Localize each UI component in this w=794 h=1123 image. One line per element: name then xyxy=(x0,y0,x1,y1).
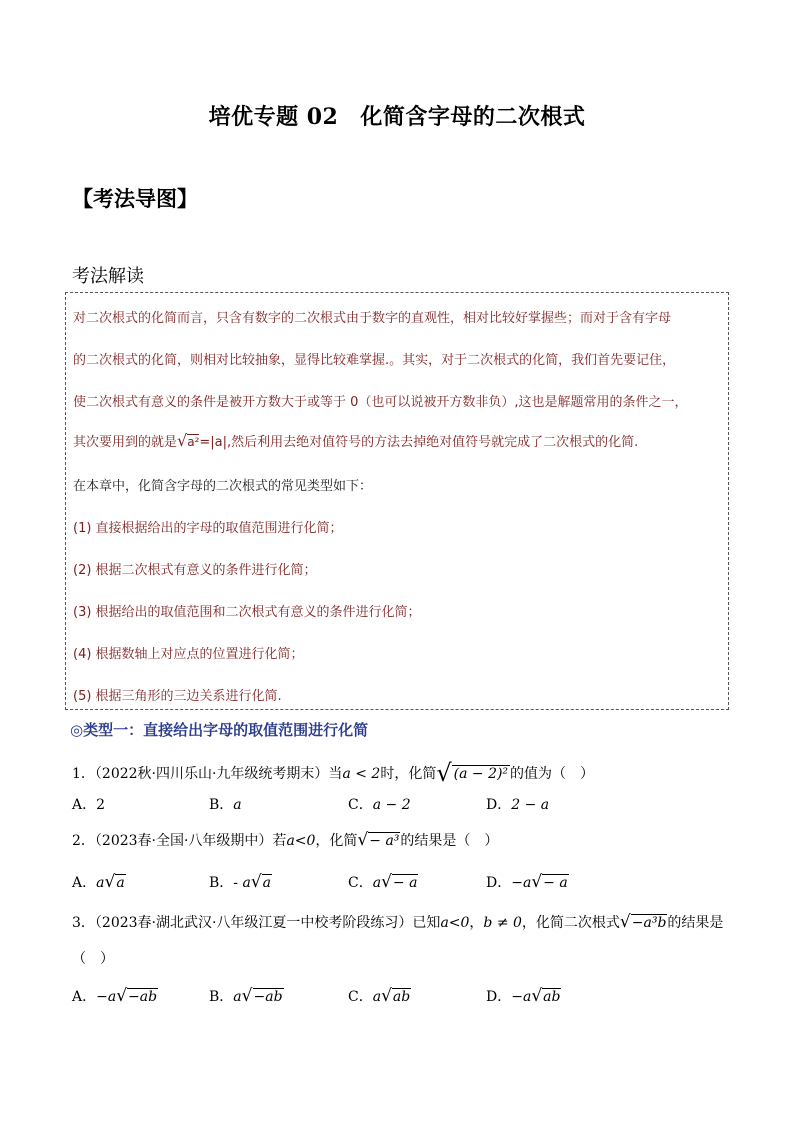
q2-radicand: − a³ xyxy=(369,833,400,849)
q2-suffix: 的结果是（ ） xyxy=(400,833,499,849)
question-2-stem xyxy=(72,830,498,850)
radical-icon: √ xyxy=(381,986,392,1006)
q3-prefix: 3．（2023春·湖北武汉·八年级江夏一中校考阶段练习）已知 xyxy=(72,915,441,931)
q1-prefix: 1．（2022秋·四川乐山·九年级统考期末）当 xyxy=(72,766,343,782)
radical-icon: √ xyxy=(241,986,253,1006)
q3-condition2: b ≠ 0 xyxy=(483,915,522,931)
line4-radicand: a² xyxy=(187,435,200,449)
interpretation-line-1: 对二次根式的化简而言，只含有数字的二次根式由于数字的直观性，相对比较好掌握些；而对于含有字母 xyxy=(73,311,672,326)
q3-mid: ，化简二次根式 xyxy=(521,915,620,931)
radical-icon: √ xyxy=(619,912,631,932)
radical-icon: √ xyxy=(436,759,452,787)
q1-option-b[interactable]: B．a xyxy=(209,797,242,813)
interpretation-intro: 在本章中，化简含字母的二次根式的常见类型如下： xyxy=(73,479,373,494)
interpretation-line-4 xyxy=(73,431,638,450)
line4-suffix: =|a|,然后利用去绝对值符号的方法去掉绝对值符号就完成了二次根式的化简. xyxy=(199,435,639,450)
title-text: 化简含字母的二次根式 xyxy=(360,104,586,130)
line4-prefix: 其次要用到的就是 xyxy=(73,435,178,450)
radical-icon: √ xyxy=(531,986,543,1006)
radical-icon: √ xyxy=(116,986,128,1006)
q3-continuation: （ ） xyxy=(72,951,114,967)
q3-option-a[interactable]: A．−a√−ab xyxy=(72,986,158,1006)
title-code: 培优专题 02 xyxy=(208,104,339,130)
q2-mid: ，化简 xyxy=(315,833,358,849)
q1-option-d[interactable]: D．2 − a xyxy=(486,797,550,813)
type-heading: ◎类型一：直接给出字母的取值范围进行化简 xyxy=(70,721,369,739)
q3-option-c[interactable]: C．a√ab xyxy=(348,986,411,1006)
q1-option-a[interactable]: A．2 xyxy=(72,797,106,813)
interpretation-line-3: 使二次根式有意义的条件是被开方数大于或等于 0（也可以说被开方数非负）,这也是解题常用的条件之一， xyxy=(73,395,688,410)
q2-prefix: 2．（2023春·全国·八年级期中）若 xyxy=(72,833,287,849)
q1-radicand: (a − 2)² xyxy=(453,766,509,782)
q1-mid: 时，化简 xyxy=(380,766,437,782)
type-item-5: (5) 根据三角形的三边关系进行化简. xyxy=(73,689,282,704)
radical-icon: √ xyxy=(104,872,116,892)
interpretation-label: 考法解读 xyxy=(72,266,144,287)
radical-icon: √ xyxy=(381,872,392,892)
page-title xyxy=(0,100,794,131)
q3-condition: a<0 xyxy=(440,915,470,931)
q2-option-b[interactable]: B．- a√a xyxy=(209,872,272,892)
q2-condition: a<0 xyxy=(286,833,316,849)
section-heading: 【考法导图】 xyxy=(72,187,198,211)
q1-condition: a < 2 xyxy=(342,766,381,782)
type-item-2: (2) 根据二次根式有意义的条件进行化简； xyxy=(73,563,317,578)
type-item-4: (4) 根据数轴上对应点的位置进行化简； xyxy=(73,647,304,662)
q3-radicand: −a³b xyxy=(631,915,667,931)
radical-icon: √ xyxy=(357,830,369,850)
question-3-stem: 3．（2023春·湖北武汉·八年级江夏一中校考阶段练习）已知a<0，b ≠ 0，化简二次根式√−a³b的结果是 xyxy=(72,912,724,932)
type-item-3: (3) 根据给出的取值范围和二次根式有意义的条件进行化简； xyxy=(73,605,421,620)
q1-suffix: 的值为（ ） xyxy=(510,766,595,782)
interpretation-box xyxy=(65,292,729,710)
q3-suffix: 的结果是 xyxy=(667,915,724,931)
sqrt-symbol-icon: √ xyxy=(177,431,188,450)
q2-option-c[interactable]: C．a√− a xyxy=(348,872,418,892)
q3-option-d[interactable]: D．−a√ab xyxy=(486,986,561,1006)
question-1-stem xyxy=(72,756,595,787)
q2-option-a[interactable]: A．a√a xyxy=(72,872,125,892)
interpretation-line-2: 的二次根式的化简，则相对比较抽象，显得比较难掌握.。其实，对于二次根式的化简，我们首先要记住， xyxy=(73,353,676,368)
type-item-1: (1) 直接根据给出的字母的取值范围进行化简； xyxy=(73,521,343,536)
q3-option-b[interactable]: B．a√−ab xyxy=(209,986,283,1006)
radical-icon: √ xyxy=(531,872,543,892)
q2-option-d[interactable]: D．−a√− a xyxy=(486,872,568,892)
radical-icon: √ xyxy=(250,872,262,892)
q1-option-c[interactable]: C．a − 2 xyxy=(348,797,411,813)
